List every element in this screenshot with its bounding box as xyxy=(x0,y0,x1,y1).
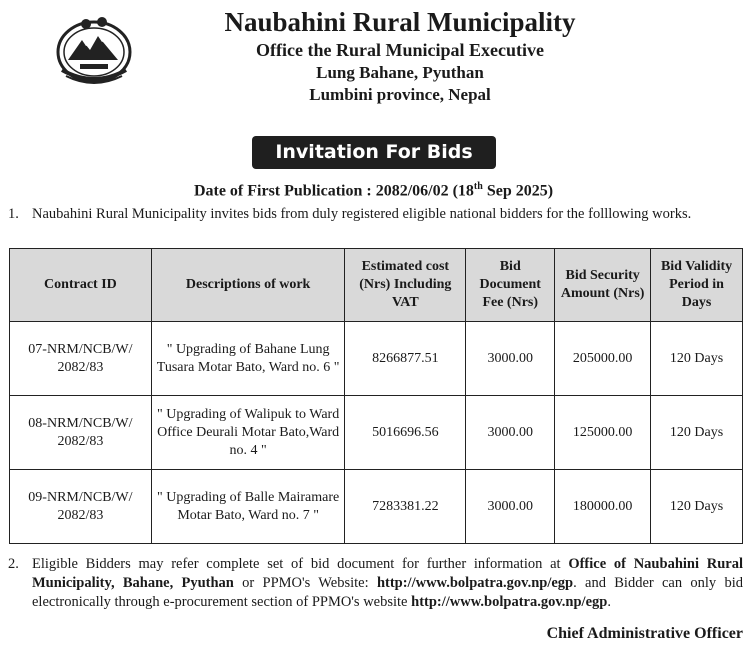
cell-document-fee: 3000.00 xyxy=(466,322,555,396)
cell-estimated-cost: 8266877.51 xyxy=(345,322,466,396)
paragraph-2-text-b: or PPMO's Website: xyxy=(233,575,377,591)
cell-contract-id: 09-NRM/NCB/W/ 2082/83 xyxy=(10,470,152,544)
paragraph-1 xyxy=(8,205,743,224)
cell-bid-validity: 120 Days xyxy=(651,322,743,396)
government-emblem-icon xyxy=(52,10,136,86)
paragraph-2-text xyxy=(32,555,743,612)
paragraph-1-number: 1. xyxy=(8,206,19,222)
col-bid-validity: Bid Validity Period in Days xyxy=(651,249,743,322)
col-estimated-cost: Estimated cost (Nrs) Including VAT xyxy=(345,249,466,322)
ppmo-website-link[interactable]: http://www.bolpatra.gov.np/egp xyxy=(376,575,574,591)
cell-description: " Upgrading of Walipuk to Ward Office Deurali Motar Bato,Ward no. 4 " xyxy=(151,396,345,470)
bids-table xyxy=(9,248,743,544)
ppmo-eprocurement-link[interactable]: http://www.bolpatra.gov.np/egp xyxy=(411,594,608,610)
col-contract-id: Contract ID xyxy=(10,249,152,322)
table-row xyxy=(10,396,743,470)
publication-date-label: Date of First Publication : 2082/06/02 (18 xyxy=(193,182,474,200)
table-row xyxy=(10,470,743,544)
paragraph-2-text-c: . and Bidder can only bid electronically through e-procurement section of PPMO's website xyxy=(32,575,743,610)
col-description: Descriptions of work xyxy=(151,249,345,322)
letterhead xyxy=(140,6,660,106)
cell-description: " Upgrading of Bahane Lung Tusara Motar Bato, Ward no. 6 " xyxy=(151,322,345,396)
office-address-bold: Office of Naubahini Rural Municipality, Bahane, Pyuthan xyxy=(32,556,743,591)
address-line: Lung Bahane, Pyuthan xyxy=(316,63,484,82)
cell-bid-validity: 120 Days xyxy=(651,470,743,544)
paragraph-2-text-a: Eligible Bidders may refer complete set of bid document for further information at xyxy=(32,556,569,572)
col-document-fee: Bid Document Fee (Nrs) xyxy=(466,249,555,322)
paragraph-2 xyxy=(8,555,743,612)
invitation-banner: Invitation For Bids xyxy=(252,136,496,169)
cell-contract-id: 08-NRM/NCB/W/ 2082/83 xyxy=(10,396,152,470)
cell-description: " Upgrading of Balle Mairamare Motar Bato, Ward no. 7 " xyxy=(151,470,345,544)
cell-bid-security: 180000.00 xyxy=(555,470,651,544)
cell-bid-validity: 120 Days xyxy=(651,396,743,470)
signature-title: Chief Administrative Officer xyxy=(546,625,743,642)
cell-contract-id: 07-NRM/NCB/W/ 2082/83 xyxy=(10,322,152,396)
cell-estimated-cost: 5016696.56 xyxy=(345,396,466,470)
paragraph-2-text-d: . xyxy=(607,594,611,610)
publication-date-tail: Sep 2025) xyxy=(482,182,554,200)
municipality-title: Naubahini Rural Municipality xyxy=(224,7,576,37)
col-bid-security: Bid Security Amount (Nrs) xyxy=(555,249,651,322)
cell-document-fee: 3000.00 xyxy=(466,470,555,544)
publication-date xyxy=(0,177,747,201)
cell-bid-security: 125000.00 xyxy=(555,396,651,470)
cell-document-fee: 3000.00 xyxy=(466,396,555,470)
cell-bid-security: 205000.00 xyxy=(555,322,651,396)
office-name: Office the Rural Municipal Executive xyxy=(256,40,544,60)
table-header-row xyxy=(10,249,743,322)
province-line: Lumbini province, Nepal xyxy=(309,85,491,104)
publication-date-sup: th xyxy=(473,181,483,192)
paragraph-1-text: Naubahini Rural Municipality invites bids from duly registered eligible national bidders for the folllowing works. xyxy=(32,206,692,222)
table-row xyxy=(10,322,743,396)
cell-estimated-cost: 7283381.22 xyxy=(345,470,466,544)
paragraph-2-number: 2. xyxy=(8,556,19,572)
